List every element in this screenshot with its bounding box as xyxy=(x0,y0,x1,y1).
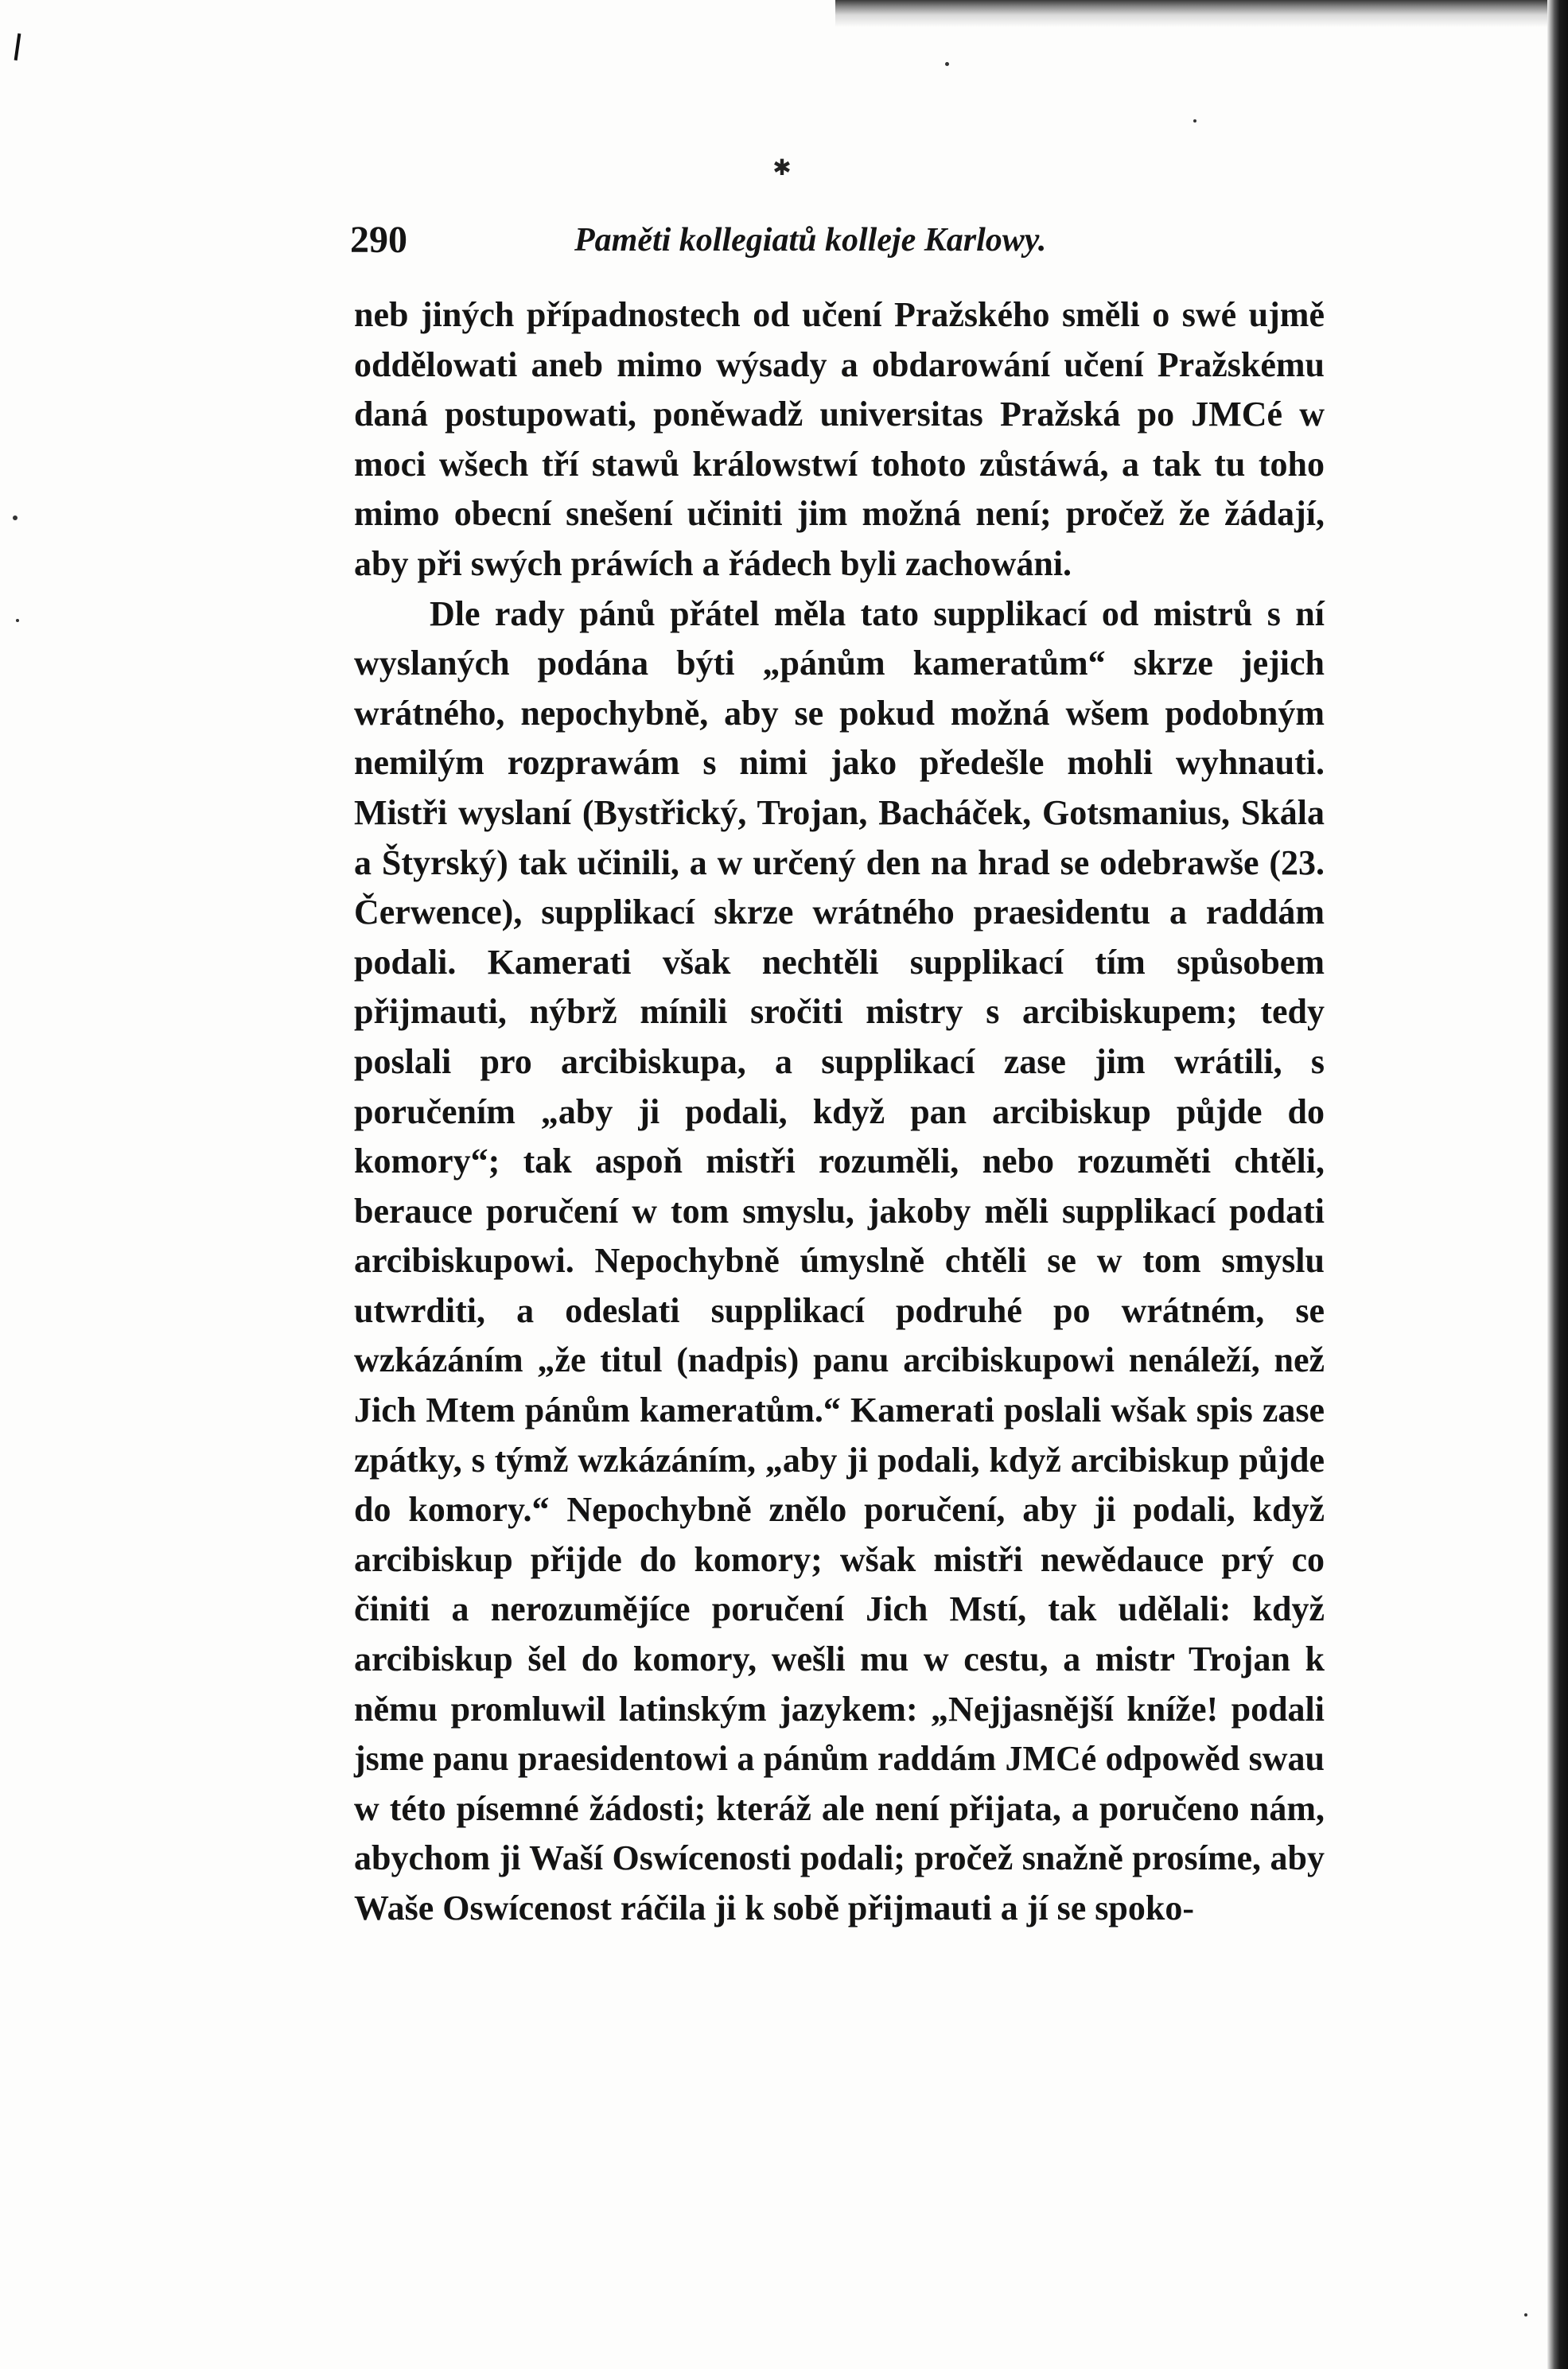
scan-speck xyxy=(1524,2313,1527,2316)
scan-speck xyxy=(1193,119,1196,123)
paragraph-1: neb jiných případnostech od učení Pražského směli o swé ujmě oddělowati aneb mimo wýsady a obdarowání učení Pražskému daná postupowati, poněwadž universitas Pražská po JMCé w moci wšech tří stawů králowstwí tohoto zůstáwá, a tak tu toho mimo obecní snešení učiniti jim možná není; pročež že žádají, aby při swých práwích a řádech byli zachowáni. xyxy=(354,295,1325,583)
scan-top-edge-shadow xyxy=(835,0,1568,27)
running-title: Paměti kollegiatů kolleje Karlowy. xyxy=(574,222,1047,259)
scan-speck xyxy=(945,62,949,66)
page-header xyxy=(350,215,1340,266)
body-text xyxy=(354,290,1325,1934)
scan-speck xyxy=(13,515,18,520)
scan-speck xyxy=(16,619,19,622)
page-number: 290 xyxy=(350,219,407,261)
ornament-asterisk: ✱ xyxy=(772,154,792,181)
scan-left-mark xyxy=(14,33,21,60)
paragraph-2: Dle rady pánů přátel měla tato supplikací od mistrů s ní wyslaných podána býti „pánům kameratům“ skrze jejich wrátného, nepochybně, aby se pokud možná wšem podobným nemilým rozprawám s nimi jako předešle mohli wyhnauti. Mistři wyslaní (Bystřický, Trojan, Bacháček, Gotsmanius, Skála a Štyrský) tak učinili, a w určený den na hrad se odebrawše (23. Čerwence), supplikací skrze wrátného praesidentu a raddám podali. Kamerati však nechtěli supplikací tím spůsobem přijmauti, nýbrž mínili sročiti mistry s arcibiskupem; tedy poslali pro arcibiskupa, a supplikací zase jim wrátili, s poručením „aby ji podali, když pan arcibiskup půjde do komory“; tak aspoň mistři rozuměli, nebo rozuměti chtěli, berauce poručení w tom smyslu, jakoby měli supplikací podati arcibiskupowi. Nepochybně úmyslně chtěli se w tom smyslu utwrditi, a odeslati supplikací podruhé po wrátném, se wzkázáním „že titul (nadpis) panu arcibiskupowi nenáleží, než Jich Mtem pánům kameratům.“ Kamerati poslali wšak spis zase zpátky, s týmž wzkázáním, „aby ji podali, když arcibiskup půjde do komory.“ Nepochybně znělo poručení, aby ji podali, když arcibiskup přijde do komory; wšak mistři newědauce prý co činiti a nerozumějíce poručení Jich Mstí, tak udělali: když arcibiskup šel do komory, wešli mu w cestu, a mistr Trojan k němu promluwil latinským jazykem: „Nejjasnější kníže! podali jsme panu praesidentowi a pánům raddám JMCé odpowěd swau w této písemné žádosti; kteráž ale není přijata, a poručeno nám, abychom ji Waší Oswícenosti podali; pročež snažně prosíme, aby Waše Oswícenost ráčila ji k sobě přijmauti a jí se spoko- xyxy=(354,593,1325,1927)
scan-right-edge-shadow xyxy=(1547,0,1568,2369)
